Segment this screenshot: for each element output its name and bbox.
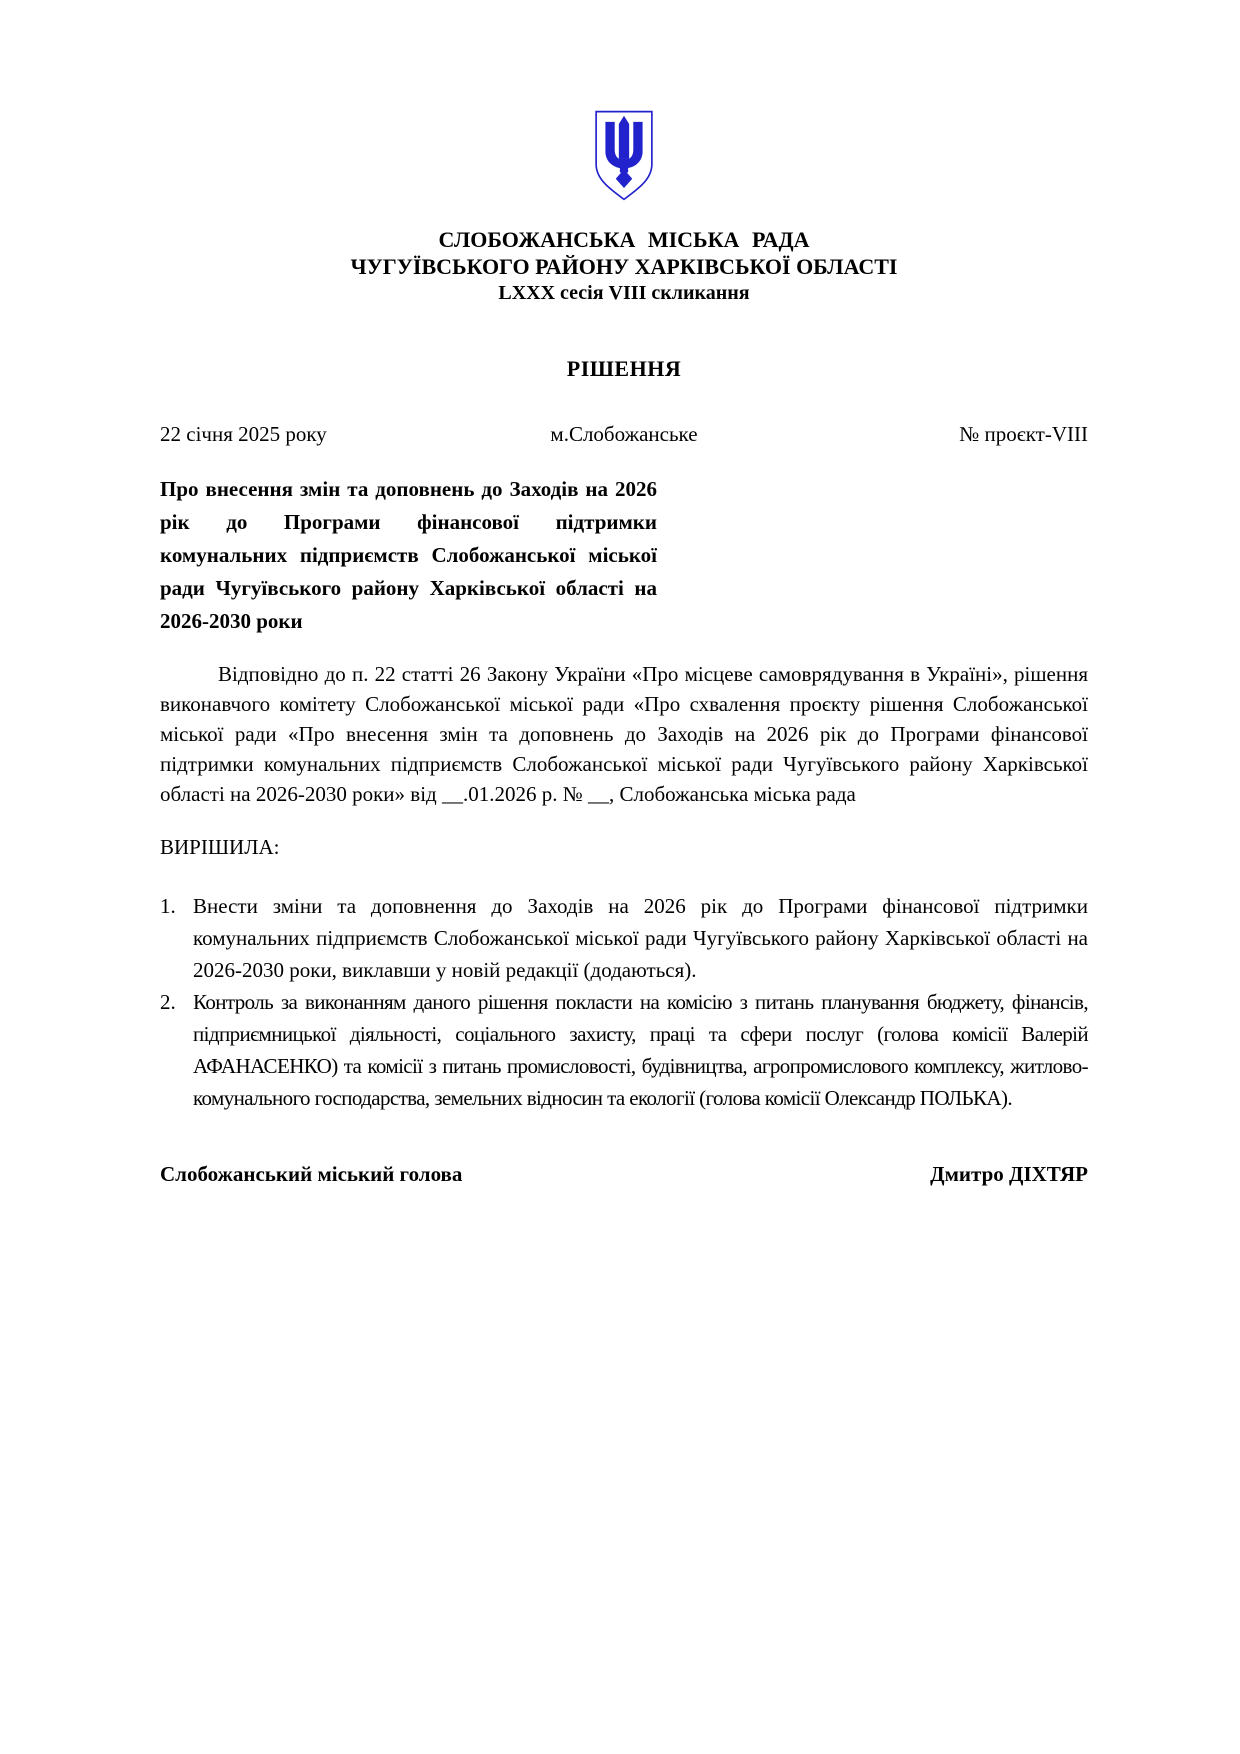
document-number: № проєкт-VIII bbox=[959, 422, 1088, 446]
resolution-list bbox=[160, 890, 1088, 1114]
preamble-paragraph: Відповідно до п. 22 статті 26 Закону України «Про місцеве самоврядування в Україні», рішення виконавчого комітету Слобожанської міської ради «Про схвалення проєкту рішення Слобожанської міської ради «Про внесення змін та доповнень до Заходів на 2026 рік до Програми фінансової підтримки комунальних підприємств Слобожанської міської ради Чугуївського району Харківської області на 2026-2030 роки» від __.01.2026 р. № __, Слобожанська міська рада bbox=[160, 662, 1088, 806]
emblem-container bbox=[160, 100, 1088, 218]
list-item-number: 2. bbox=[160, 990, 176, 1014]
document-type-title: РІШЕННЯ bbox=[566, 356, 682, 381]
list-item-text: Контроль за виконанням даного рішення покласти на комісію з питань планування бюджету, фінансів, підприємницької діяльності, соціального захисту, праці та сфери послуг (голова комісії Валерій АФАНАСЕНКО) та комісії з питань промисловості, будівництва, агропромислового комплексу, житлово-комунального господарства, земельних відносин та екології (голова комісії Олександр ПОЛЬКА). bbox=[193, 990, 1088, 1110]
session-line: LXXX сесія VIII скликання bbox=[498, 282, 750, 304]
document-place: м.Слобожанське bbox=[550, 422, 698, 446]
signer-title: Слобожанський міський голова bbox=[160, 1162, 463, 1186]
trident-emblem-icon bbox=[592, 100, 656, 212]
list-item bbox=[160, 986, 1088, 1114]
list-item bbox=[160, 890, 1088, 986]
organization-name: СЛОБОЖАНСЬКА МІСЬКА РАДА bbox=[438, 227, 810, 252]
organization-region: ЧУГУЇВСЬКОГО РАЙОНУ ХАРКІВСЬКОЇ ОБЛАСТІ bbox=[350, 254, 898, 279]
document-date: 22 січня 2025 року bbox=[160, 422, 327, 446]
resolved-label: ВИРІШИЛА: bbox=[160, 835, 280, 859]
document-subject: Про внесення змін та доповнень до Заходів на 2026 рік до Програми фінансової підтримки комунальних підприємств Слобожанської міської ради Чугуївського району Харківської області на 2026-2030 роки bbox=[160, 477, 657, 633]
signer-name: Дмитро ДІХТЯР bbox=[930, 1162, 1088, 1186]
trident-glyph bbox=[605, 116, 642, 188]
signature-row bbox=[160, 1162, 1088, 1187]
list-item-number: 1. bbox=[160, 894, 176, 918]
organization-header bbox=[160, 226, 1088, 306]
document-meta-row bbox=[160, 422, 1088, 447]
list-item-text: Внести зміни та доповнення до Заходів на 2026 рік до Програми фінансової підтримки комунальних підприємств Слобожанської міської ради Чугуївського району Харківської області на 2026-2030 роки, виклавши у новій редакції (додаються). bbox=[193, 894, 1088, 982]
